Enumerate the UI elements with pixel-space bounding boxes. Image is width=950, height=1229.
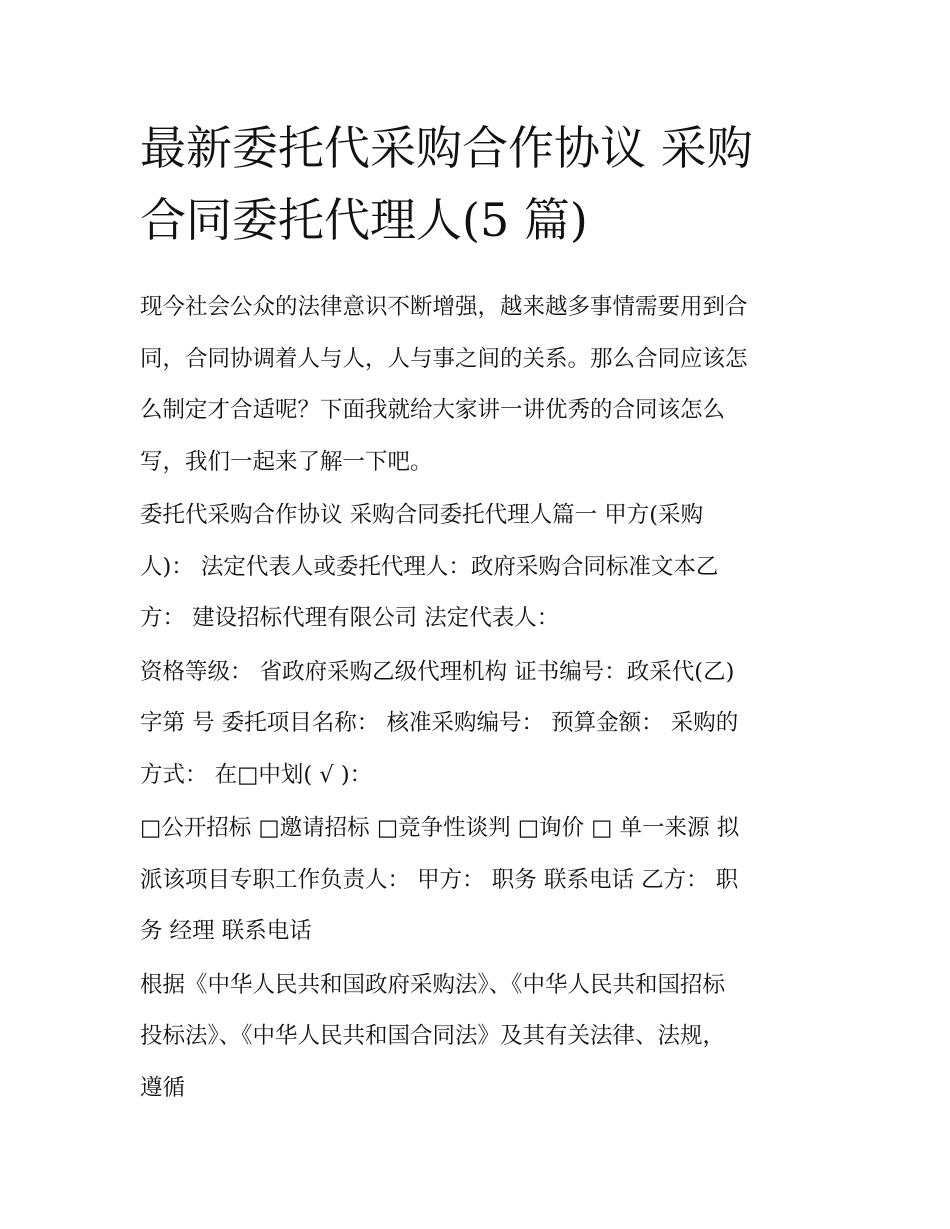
text-line: 投标法》、《中华人民共和国合同法》及其有关法律、法规，: [140, 1023, 726, 1049]
text-line: 方式： 在□中划( √ )：: [140, 761, 373, 788]
text-line: 资格等级： 省政府采购乙级代理机构 证书编号：政采代(乙): [140, 658, 735, 685]
title-line: 合同委托代理人(5 篇): [140, 193, 588, 247]
text-line: □公开招标 □邀请招标 □竞争性谈判 □询价 □ 单一来源 拟: [140, 815, 740, 841]
text-line: 现今社会公众的法律意识不断增强，越来越多事情需要用到合: [140, 294, 748, 320]
text-line: 务 经理 联系电话: [140, 918, 312, 944]
document-body: [140, 282, 830, 1116]
legal-basis-paragraph: [140, 960, 830, 1115]
text-line: 字第 号 委托项目名称： 核准采购编号： 预算金额： 采购的: [140, 710, 739, 736]
text-line: 委托代采购合作协议 采购合同委托代理人篇一 甲方(采购: [140, 502, 704, 528]
text-line: 么制定才合适呢？下面我就给大家讲一讲优秀的合同该怎么: [140, 397, 726, 423]
text-line: 方： 建设招标代理有限公司 法定代表人：: [140, 605, 560, 631]
title-line: 最新委托代采购合作协议 采购: [140, 121, 753, 175]
parties-paragraph: [140, 490, 830, 645]
text-line: 派该项目专职工作负责人： 甲方： 职务 联系电话 乙方： 职: [140, 866, 739, 893]
text-line: 遵循: [140, 1074, 186, 1101]
text-line: 同，合同协调着人与人，人与事之间的关系。那么合同应该怎: [140, 345, 748, 372]
text-line: 人)： 法定代表人或委托代理人：政府采购合同标准文本乙: [140, 553, 719, 580]
qualification-paragraph: [140, 647, 830, 802]
intro-paragraph: [140, 282, 830, 488]
document-title: [140, 112, 830, 256]
text-line: 写，我们一起来了解一下吧。: [140, 448, 433, 475]
procurement-method-paragraph: [140, 803, 830, 958]
text-line: 根据《中华人民共和国政府采购法》、《中华人民共和国招标: [140, 971, 726, 998]
